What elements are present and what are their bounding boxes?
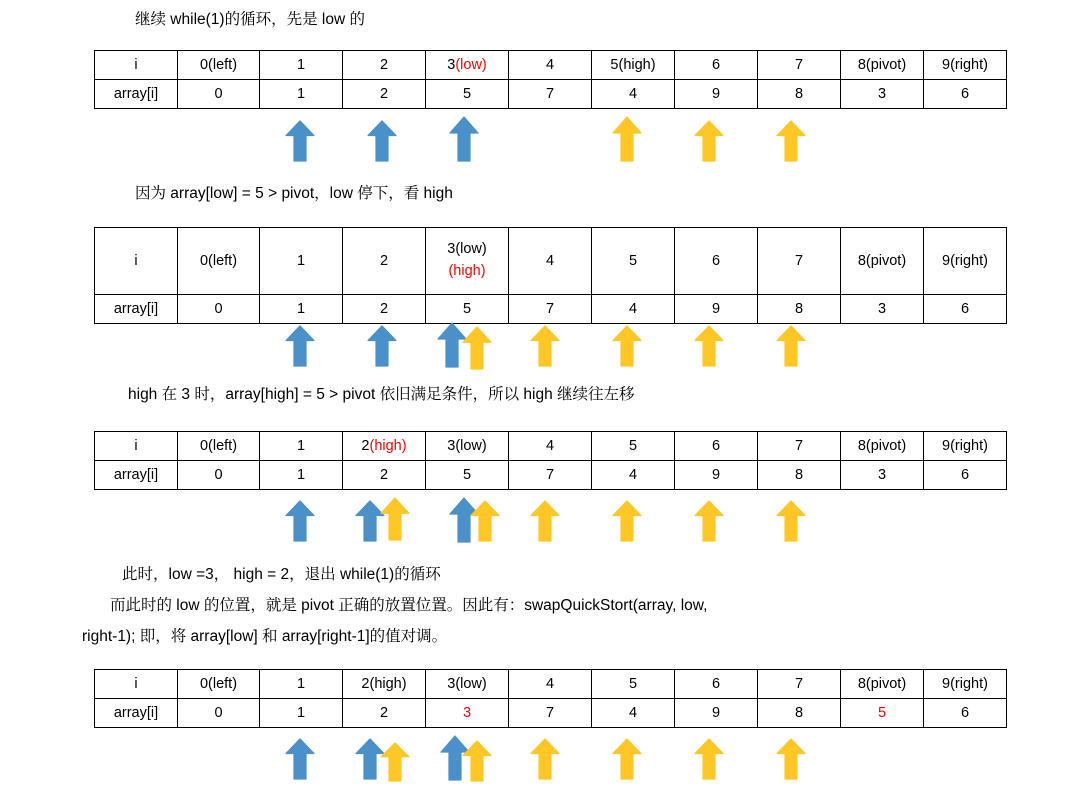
- index-cell-1: 1: [260, 670, 343, 699]
- value-cell-1: 1: [260, 295, 343, 324]
- array-table-1: [94, 50, 1007, 109]
- value-cell-6: 9: [675, 461, 758, 490]
- value-cell-7: 8: [758, 80, 841, 109]
- up-arrow-icon: [694, 120, 724, 162]
- row-header-index: i: [95, 228, 178, 295]
- value-cell-6: 9: [675, 80, 758, 109]
- table-row: [95, 699, 1007, 728]
- up-arrow-icon: [612, 116, 642, 162]
- index-cell-1: 1: [260, 432, 343, 461]
- index-cell-2: 2: [343, 228, 426, 295]
- row-header-index: i: [95, 670, 178, 699]
- value-cell-3: 5: [426, 295, 509, 324]
- index-cell-9: 9(right): [924, 670, 1007, 699]
- value-cell-2: 2: [343, 699, 426, 728]
- array-table-3: [94, 431, 1007, 490]
- row-header-index: i: [95, 51, 178, 80]
- index-cell-3: [426, 51, 509, 80]
- index-cell-4: 4: [509, 670, 592, 699]
- value-cell-4: 7: [509, 699, 592, 728]
- caption-4-line2: 而此时的 low 的位置，就是 pivot 正确的放置位置。因此有：swapQuickStort(array, low,: [110, 597, 708, 614]
- index-cell-3-tag: (low): [455, 57, 487, 73]
- value-cell-9: 6: [924, 80, 1007, 109]
- up-arrow-icon: [776, 325, 806, 367]
- up-arrow-icon: [380, 742, 410, 782]
- up-arrow-icon: [367, 325, 397, 367]
- caption-4-line3: right-1); 即，将 array[low] 和 array[right-1]的值对调。: [82, 628, 448, 645]
- up-arrow-icon: [776, 120, 806, 162]
- up-arrow-icon: [694, 500, 724, 542]
- index-cell-1: 1: [260, 228, 343, 295]
- value-cell-7: 8: [758, 295, 841, 324]
- up-arrow-icon: [367, 120, 397, 162]
- index-cell-5: 5: [592, 432, 675, 461]
- value-cell-8: 3: [841, 80, 924, 109]
- value-cell-0: 0: [178, 461, 260, 490]
- value-cell-2: 2: [343, 80, 426, 109]
- index-cell-3: 3(low): [426, 432, 509, 461]
- index-cell-6: 6: [675, 670, 758, 699]
- index-cell-6: 6: [675, 432, 758, 461]
- caption-3: high 在 3 时，array[high] = 5 > pivot 依旧满足条件，所以 high 继续往左移: [128, 386, 635, 403]
- table-row: [95, 228, 1007, 295]
- up-arrow-icon: [612, 325, 642, 367]
- table-row: [95, 432, 1007, 461]
- table-row: [95, 670, 1007, 699]
- index-cell-3-high: (high): [448, 263, 486, 279]
- index-cell-7: 7: [758, 51, 841, 80]
- up-arrow-icon: [449, 116, 479, 162]
- index-cell-7: 7: [758, 228, 841, 295]
- up-arrow-icon: [285, 120, 315, 162]
- index-cell-3-low: 3(low): [447, 241, 487, 258]
- index-cell-3: 3(low): [426, 670, 509, 699]
- value-cell-0: 0: [178, 699, 260, 728]
- up-arrow-icon: [462, 740, 492, 782]
- index-cell-8: 8(pivot): [841, 228, 924, 295]
- index-cell-4: 4: [509, 228, 592, 295]
- value-cell-8: 5: [841, 699, 924, 728]
- index-cell-5: 5: [592, 670, 675, 699]
- index-cell-8: 8(pivot): [841, 432, 924, 461]
- row-header-values: array[i]: [95, 461, 178, 490]
- table-row: [95, 80, 1007, 109]
- up-arrow-icon: [285, 738, 315, 780]
- row-header-values: array[i]: [95, 699, 178, 728]
- up-arrow-icon: [530, 500, 560, 542]
- value-cell-3: 5: [426, 80, 509, 109]
- row-header-index: i: [95, 432, 178, 461]
- index-cell-3-num: 3: [447, 57, 456, 73]
- value-cell-4: 7: [509, 461, 592, 490]
- table-row: [95, 51, 1007, 80]
- value-cell-4: 7: [509, 80, 592, 109]
- index-cell-9: 9(right): [924, 51, 1007, 80]
- up-arrow-icon: [285, 500, 315, 542]
- value-cell-7: 8: [758, 461, 841, 490]
- index-cell-2-num: 2: [361, 438, 370, 454]
- value-cell-9: 6: [924, 295, 1007, 324]
- index-cell-0: 0(left): [178, 432, 260, 461]
- index-cell-2: [343, 432, 426, 461]
- index-cell-5: 5: [592, 228, 675, 295]
- index-cell-8: 8(pivot): [841, 670, 924, 699]
- index-cell-8: 8(pivot): [841, 51, 924, 80]
- value-cell-2: 2: [343, 461, 426, 490]
- up-arrow-icon: [694, 738, 724, 780]
- up-arrow-icon: [530, 325, 560, 367]
- index-cell-2-tag: (high): [369, 438, 407, 454]
- index-cell-7: 7: [758, 670, 841, 699]
- value-cell-3: 3: [426, 699, 509, 728]
- caption-4-line1: 此时，low =3， high = 2，退出 while(1)的循环: [122, 566, 441, 583]
- value-cell-0: 0: [178, 295, 260, 324]
- index-cell-4: 4: [509, 51, 592, 80]
- value-cell-0: 0: [178, 80, 260, 109]
- caption-2: 因为 array[low] = 5 > pivot，low 停下，看 high: [135, 185, 453, 202]
- index-cell-6: 6: [675, 51, 758, 80]
- index-cell-9: 9(right): [924, 432, 1007, 461]
- value-cell-2: 2: [343, 295, 426, 324]
- up-arrow-icon: [612, 738, 642, 780]
- index-cell-4: 4: [509, 432, 592, 461]
- up-arrow-icon: [285, 325, 315, 367]
- up-arrow-icon: [380, 497, 410, 541]
- value-cell-8: 3: [841, 461, 924, 490]
- row-header-values: array[i]: [95, 295, 178, 324]
- value-cell-8: 3: [841, 295, 924, 324]
- value-cell-4: 7: [509, 295, 592, 324]
- index-cell-0: 0(left): [178, 51, 260, 80]
- value-cell-5: 4: [592, 295, 675, 324]
- index-cell-7: 7: [758, 432, 841, 461]
- up-arrow-icon: [530, 738, 560, 780]
- table-row: [95, 295, 1007, 324]
- value-cell-7: 8: [758, 699, 841, 728]
- index-cell-0: 0(left): [178, 670, 260, 699]
- row-header-values: array[i]: [95, 80, 178, 109]
- up-arrow-icon: [470, 500, 500, 542]
- up-arrow-icon: [462, 326, 492, 370]
- array-table-2: [94, 227, 1007, 324]
- value-cell-3: 5: [426, 461, 509, 490]
- index-cell-1: 1: [260, 51, 343, 80]
- index-cell-9: 9(right): [924, 228, 1007, 295]
- value-cell-1: 1: [260, 699, 343, 728]
- value-cell-1: 1: [260, 80, 343, 109]
- value-cell-9: 6: [924, 461, 1007, 490]
- value-cell-6: 9: [675, 295, 758, 324]
- value-cell-9: 6: [924, 699, 1007, 728]
- index-cell-5: 5(high): [592, 51, 675, 80]
- index-cell-2: 2: [343, 51, 426, 80]
- index-cell-3: [426, 228, 509, 295]
- caption-1: 继续 while(1)的循环，先是 low 的: [135, 11, 365, 28]
- index-cell-6: 6: [675, 228, 758, 295]
- up-arrow-icon: [612, 500, 642, 542]
- value-cell-5: 4: [592, 699, 675, 728]
- table-row: [95, 461, 1007, 490]
- value-cell-6: 9: [675, 699, 758, 728]
- array-table-4: [94, 669, 1007, 728]
- up-arrow-icon: [776, 738, 806, 780]
- index-cell-0: 0(left): [178, 228, 260, 295]
- value-cell-1: 1: [260, 461, 343, 490]
- index-cell-2: 2(high): [343, 670, 426, 699]
- value-cell-5: 4: [592, 461, 675, 490]
- value-cell-5: 4: [592, 80, 675, 109]
- up-arrow-icon: [776, 500, 806, 542]
- up-arrow-icon: [694, 325, 724, 367]
